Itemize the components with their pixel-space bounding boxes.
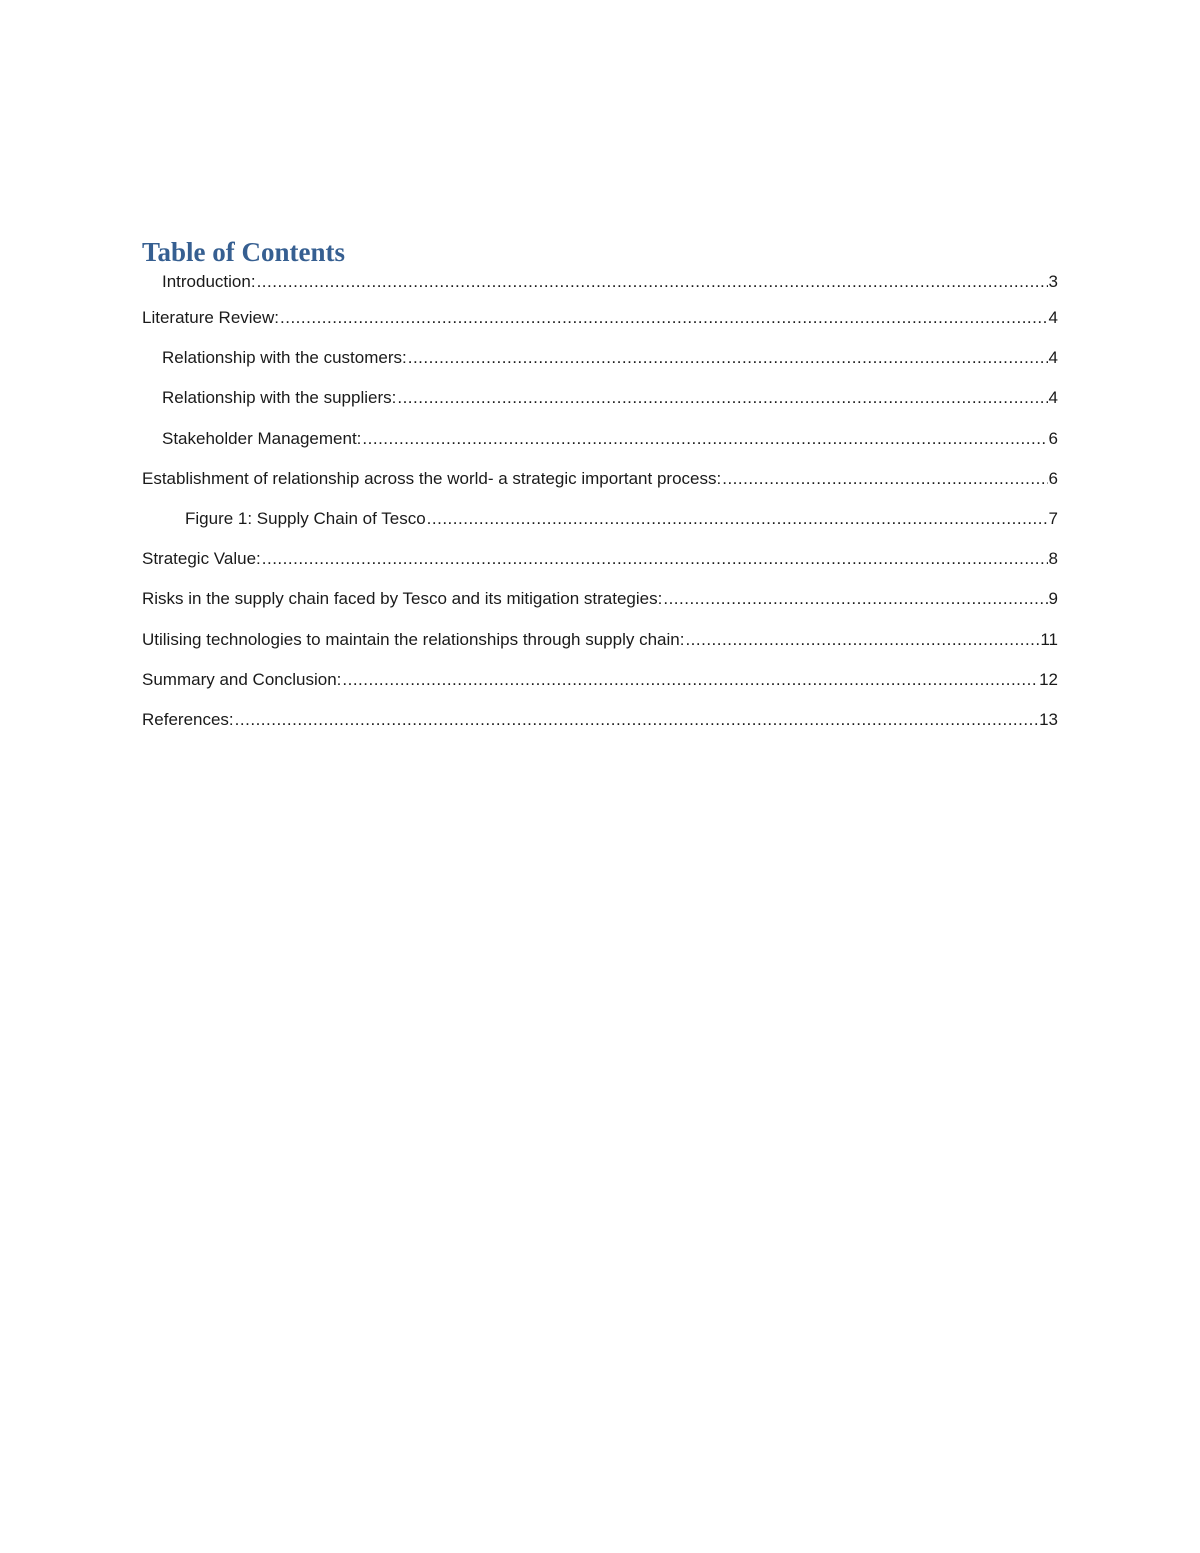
toc-entry-introduction[interactable] xyxy=(142,272,1058,308)
toc-entry-risks-supply-chain[interactable] xyxy=(142,589,1058,629)
toc-entry-literature-review[interactable] xyxy=(142,308,1058,348)
toc-dot-leader xyxy=(257,272,1048,292)
toc-dot-leader xyxy=(262,549,1048,569)
toc-entry-text: Risks in the supply chain faced by Tesco and its mitigation strategies: xyxy=(142,589,663,609)
toc-entry-text: Figure 1: Supply Chain of Tesco xyxy=(185,508,426,528)
toc-dot-leader xyxy=(427,509,1048,529)
toc-entry-strategic-value[interactable] xyxy=(142,549,1058,589)
toc-entry-relationship-customers[interactable] xyxy=(142,348,1058,388)
toc-dot-leader xyxy=(722,469,1047,489)
toc-entry-page: 9 xyxy=(1048,589,1058,609)
toc-dot-leader xyxy=(397,388,1047,408)
toc-entry-text: Establishment of relationship across the world- a strategic important process: xyxy=(142,468,722,488)
toc-entry-text: Stakeholder Management: xyxy=(162,428,362,448)
toc-dot-leader xyxy=(342,670,1038,690)
toc-entry-establishment-of-relationship[interactable] xyxy=(142,469,1058,509)
toc-entry-references[interactable] xyxy=(142,710,1058,750)
toc-dot-leader xyxy=(685,630,1039,650)
toc-entry-text: Summary and Conclusion: xyxy=(142,669,342,689)
toc-entry-stakeholder-management[interactable] xyxy=(142,429,1058,469)
toc-dot-leader xyxy=(362,429,1047,449)
toc-entry-page: 8 xyxy=(1048,549,1058,569)
toc-entry-utilising-technologies[interactable] xyxy=(142,630,1058,670)
toc-entry-page: 6 xyxy=(1048,428,1058,448)
toc-entry-figure-1[interactable] xyxy=(142,509,1058,549)
toc-dot-leader xyxy=(235,710,1038,730)
toc-entry-summary-conclusion[interactable] xyxy=(142,670,1058,710)
toc-entry-text: Strategic Value: xyxy=(142,549,261,569)
toc-entry-page: 6 xyxy=(1048,468,1058,488)
toc-entry-page: 7 xyxy=(1048,508,1058,528)
toc-entry-page: 13 xyxy=(1039,709,1058,729)
toc-entry-text: Relationship with the suppliers: xyxy=(162,388,397,408)
toc-entry-text: Literature Review: xyxy=(142,308,280,327)
toc-entry-page: 3 xyxy=(1048,272,1058,291)
toc-list xyxy=(142,272,1058,750)
toc-entry-page: 12 xyxy=(1039,669,1058,689)
toc-dot-leader xyxy=(663,589,1047,609)
toc-entry-relationship-suppliers[interactable] xyxy=(142,388,1058,428)
toc-title: Table of Contents xyxy=(142,237,346,267)
toc-entry-page: 4 xyxy=(1048,308,1058,327)
toc-dot-leader xyxy=(408,348,1048,368)
toc-entry-page: 4 xyxy=(1048,348,1058,368)
toc-entry-text: Introduction: xyxy=(162,272,256,291)
toc-entry-page: 4 xyxy=(1048,388,1058,408)
toc-entry-page: 11 xyxy=(1040,629,1058,649)
table-of-contents xyxy=(142,236,1058,750)
toc-entry-text: References: xyxy=(142,709,234,729)
toc-entry-text: Utilising technologies to maintain the relationships through supply chain: xyxy=(142,629,685,649)
toc-entry-text: Relationship with the customers: xyxy=(162,348,407,368)
toc-dot-leader xyxy=(280,308,1048,328)
